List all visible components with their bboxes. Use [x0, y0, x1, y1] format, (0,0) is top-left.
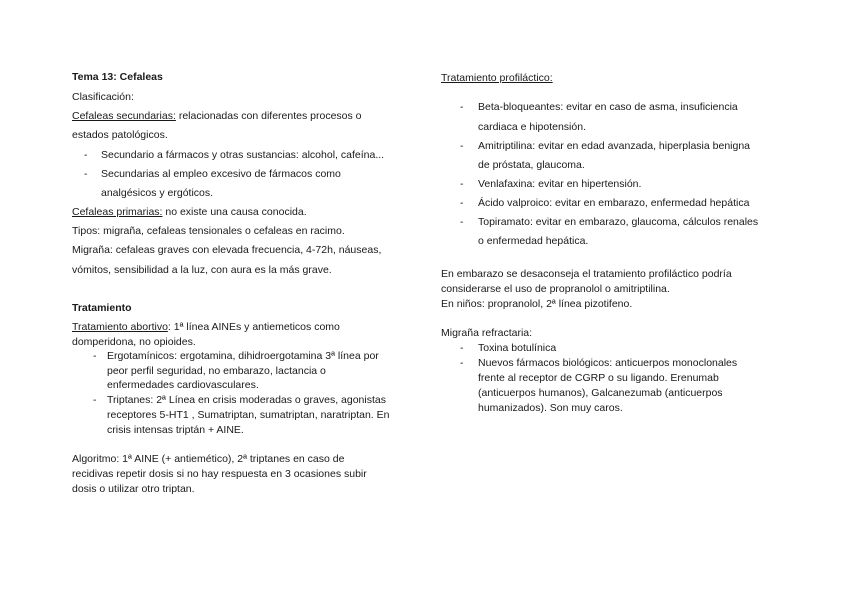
types-line: Tipos: migraña, cefaleas tensionales o cefaleas en racimo. [72, 225, 345, 237]
abortive-text: : 1ª línea AINEs y antiemeticos como [167, 321, 340, 333]
algorithm-line-cont: recidivas repetir dosis si no hay respuesta en 3 ocasiones subir [72, 468, 367, 480]
abortive-label: Tratamiento abortivo [72, 321, 168, 333]
list-item: Ácido valproico: evitar en embarazo, enfermedad hepática [478, 197, 750, 209]
list-item-cont: de próstata, glaucoma. [478, 159, 585, 171]
list-item-cont: enfermedades cardiovasculares. [107, 379, 259, 391]
secondary-headaches-line [72, 110, 362, 122]
list-bullet: - [460, 216, 464, 228]
list-bullet: - [93, 394, 97, 406]
secondary-headaches-text: relacionadas con diferentes procesos o [175, 110, 362, 122]
abortive-line [72, 321, 340, 333]
pregnancy-line: En embarazo se desaconseja el tratamiento profiláctico podría [441, 268, 732, 280]
list-item-cont: o enfermedad hepática. [478, 235, 589, 247]
primary-headaches-label: Cefaleas primarias: [72, 206, 163, 218]
list-item: Amitriptilina: evitar en edad avanzada, hiperplasia benigna [478, 140, 751, 152]
refractory-heading: Migraña refractaria: [441, 327, 533, 339]
list-item-cont: (anticuerpos humanos), Galcanezumab (anticuerpos [478, 387, 723, 399]
list-item: Secundario a fármacos y otras sustancias: alcohol, cafeína... [101, 149, 385, 161]
list-bullet: - [460, 342, 464, 354]
list-bullet: - [460, 197, 464, 209]
prophylactic-heading: Tratamiento profiláctico: [441, 72, 553, 84]
list-bullet: - [460, 357, 464, 369]
list-item: Nuevos fármacos biológicos: anticuerpos monoclonales [478, 357, 738, 369]
list-bullet: - [460, 101, 464, 113]
pregnancy-line-cont: considerarse el uso de propranolol o amitriptilina. [441, 283, 670, 295]
migraine-line: Migraña: cefaleas graves con elevada frecuencia, 4-72h, náuseas, [72, 244, 382, 256]
list-item-cont: receptores 5-HT1 , Sumatriptan, sumatriptan, naratriptan. En [107, 409, 390, 421]
secondary-headaches-label: Cefaleas secundarias: [72, 110, 176, 122]
list-item: Secundarias al empleo excesivo de fármacos como [101, 168, 341, 180]
primary-headaches-text: no existe una causa conocida. [162, 206, 307, 218]
list-item: Toxina botulínica [478, 342, 557, 354]
list-bullet: - [84, 149, 88, 161]
treatment-heading: Tratamiento [72, 302, 132, 314]
abortive-text-cont: domperidona, no opioides. [72, 336, 196, 348]
list-item-cont: frente al receptor de CGRP o su ligando. Erenumab [478, 372, 719, 384]
list-bullet: - [460, 140, 464, 152]
list-item: Venlafaxina: evitar en hipertensión. [478, 178, 642, 190]
algorithm-line-cont: dosis o utilizar otro triptan. [72, 483, 195, 495]
topic-title: Tema 13: Cefaleas [72, 71, 163, 83]
list-item-cont: analgésicos y ergóticos. [101, 187, 214, 199]
list-item-cont: humanizados). Son muy caros. [478, 402, 623, 414]
list-bullet: - [84, 168, 88, 180]
list-item: Topiramato: evitar en embarazo, glaucoma, cálculos renales [478, 216, 759, 228]
migraine-line-cont: vómitos, sensibilidad a la luz, con aura es la más grave. [72, 264, 332, 276]
primary-headaches-line [72, 206, 307, 218]
list-item: Ergotamínicos: ergotamina, dihidroergotamina 3ª línea por [107, 350, 379, 362]
list-bullet: - [93, 350, 97, 362]
list-bullet: - [460, 178, 464, 190]
list-item-cont: cardiaca e hipotensión. [478, 121, 586, 133]
list-item-cont: peor perfil seguridad, no embarazo, lactancia o [107, 365, 326, 377]
secondary-headaches-text-cont: estados patológicos. [72, 129, 168, 141]
list-item: Triptanes: 2ª Línea en crisis moderadas o graves, agonistas [107, 394, 386, 406]
children-line: En niños: propranolol, 2ª línea pizotifeno. [441, 298, 633, 310]
algorithm-line: Algoritmo: 1ª AINE (+ antiemético), 2ª triptanes en caso de [72, 453, 345, 465]
list-item-cont: crisis intensas triptán + AINE. [107, 424, 244, 436]
list-item: Beta-bloqueantes: evitar en caso de asma, insuficiencia [478, 101, 738, 113]
classification-heading: Clasificación: [72, 91, 134, 103]
